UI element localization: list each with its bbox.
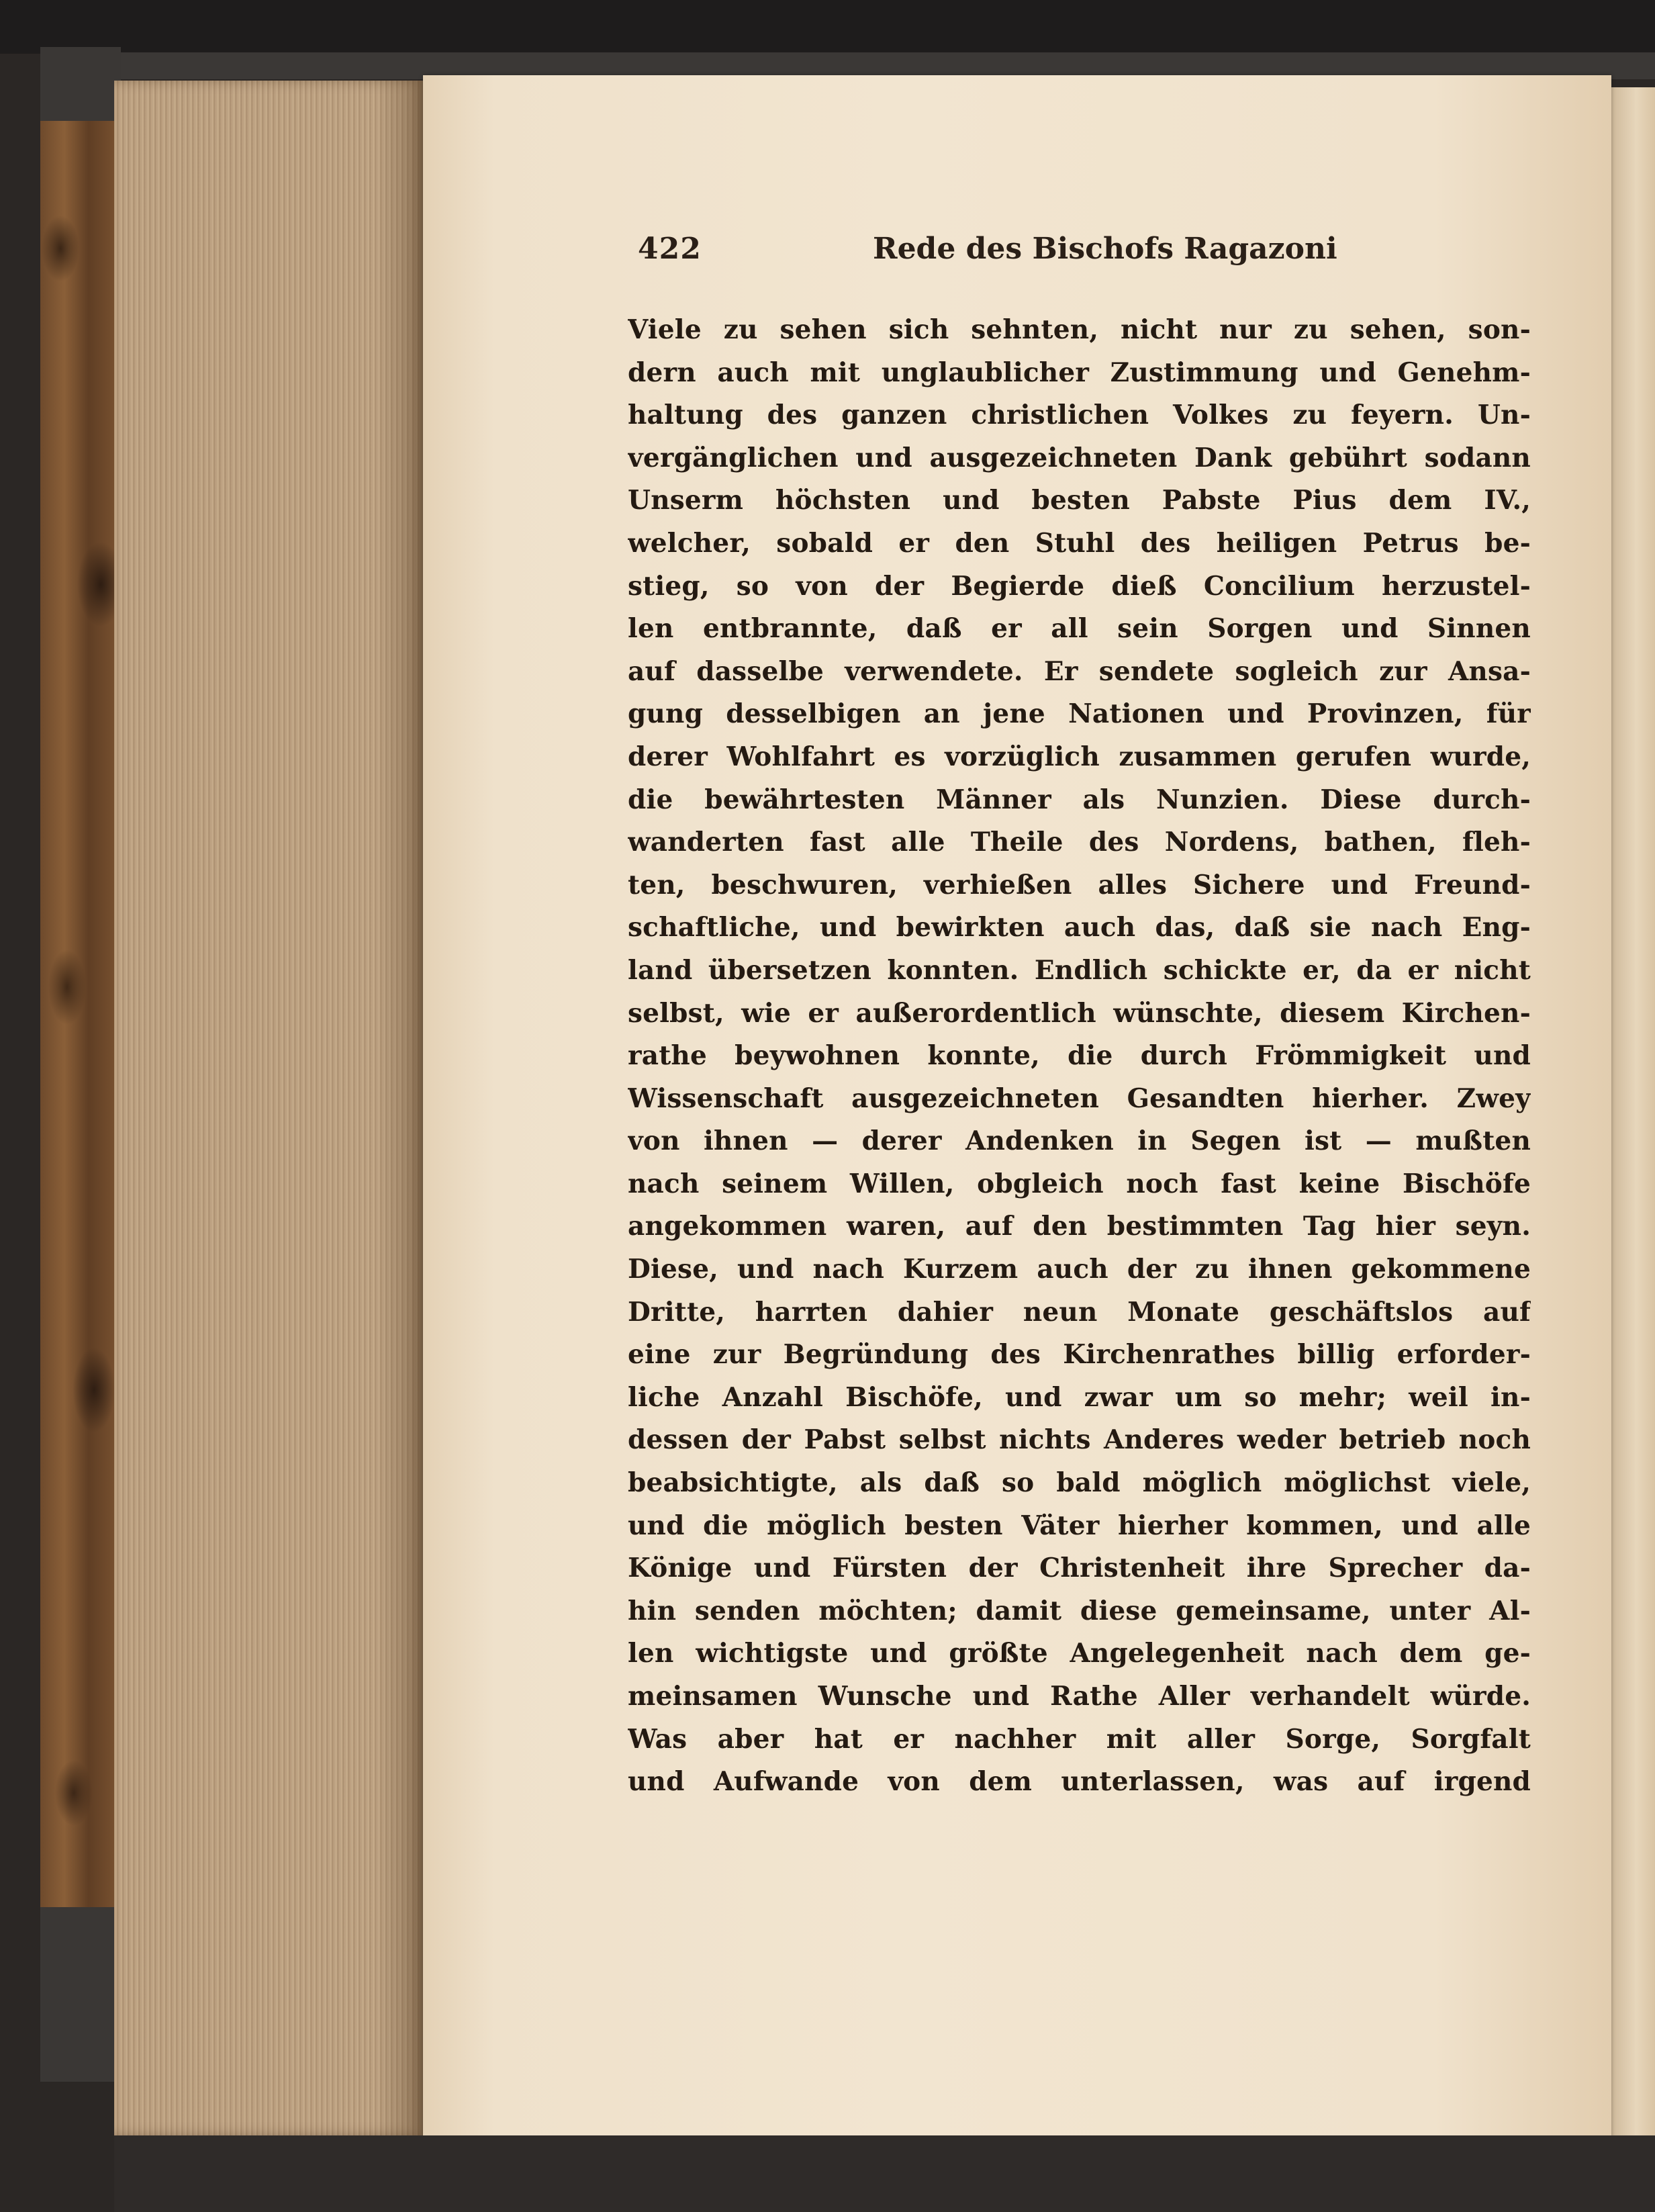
text-line: dern auch mit unglaublicher Zustimmung und Genehm- [628,357,1531,388]
text-line: Dritte, harrten dahier neun Monate geschäftslos auf [628,1296,1531,1328]
text-line: haltung des ganzen christlichen Volkes zu feyern. Un- [628,400,1531,431]
text-line: Könige und Fürsten der Christenheit ihre Sprecher da- [628,1553,1531,1584]
running-head: Rede des Bischofs Ragazoni [873,232,1337,266]
text-line: Was aber hat er nachher mit aller Sorge, Sorgfalt [628,1723,1531,1755]
text-line: von ihnen — derer Andenken in Segen ist — mußten [628,1125,1531,1157]
text-line: beabsichtigte, als daß so bald möglich möglichst viele, [628,1467,1531,1499]
text-line: stieg, so von der Begierde dieß Concilium herzustel- [628,570,1531,602]
text-line: len entbrannte, daß er all sein Sorgen und Sinnen [628,613,1531,645]
text-line: vergänglichen und ausgezeichneten Dank gebührt sodann [628,442,1531,473]
cover-corner-top [40,47,121,121]
gutter-shadow [376,81,430,2135]
text-line: Viele zu sehen sich sehnten, nicht nur zu sehen, son- [628,314,1531,345]
text-line: rathe beywohnen konnte, die durch Frömmigkeit und [628,1040,1531,1072]
text-line: dessen der Pabst selbst nichts Anderes weder betrieb noch [628,1424,1531,1456]
page-number: 422 [638,232,702,266]
text-line: ten, beschwuren, verhießen alles Sichere und Freund- [628,869,1531,901]
facing-page-edge [1608,87,1655,2135]
text-line: welcher, sobald er den Stuhl des heiligen Petrus be- [628,527,1531,559]
text-line: wanderten fast alle Theile des Nordens, bathen, fleh- [628,827,1531,858]
bottom-backdrop [114,2135,1655,2212]
backdrop [0,0,1655,54]
text-line: liche Anzahl Bischöfe, und zwar um so mehr; weil in- [628,1381,1531,1413]
text-line: und die möglich besten Väter hierher kommen, und alle [628,1510,1531,1541]
text-line: hin senden möchten; damit diese gemeinsame, unter Al- [628,1595,1531,1626]
text-line: selbst, wie er außerordentlich wünschte, diesem Kirchen- [628,997,1531,1029]
text-line: gung desselbigen an jene Nationen und Provinzen, für [628,698,1531,730]
text-line: meinsamen Wunsche und Rathe Aller verhandelt würde. [628,1681,1531,1712]
text-line: derer Wohlfahrt es vorzüglich zusammen gerufen wurde, [628,741,1531,772]
text-line: eine zur Begründung des Kirchenrathes billig erforder- [628,1339,1531,1371]
text-line: die bewährtesten Männer als Nunzien. Diese durch- [628,784,1531,815]
text-line: nach seinem Willen, obgleich noch fast keine Bischöfe [628,1168,1531,1199]
text-line: len wichtigste und größte Angelegenheit nach dem ge- [628,1638,1531,1669]
text-line: und Aufwande von dem unterlassen, was auf irgend [628,1766,1531,1798]
text-line: schaftliche, und bewirkten auch das, daß sie nach Eng- [628,912,1531,943]
page-header [638,232,1337,279]
text-line: angekommen waren, auf den bestimmten Tag hier seyn. [628,1211,1531,1242]
marbled-cover [40,47,121,2082]
text-line: land übersetzen konnten. Endlich schickte er, da er nicht [628,954,1531,986]
text-line: Wissenschaft ausgezeichneten Gesandten hierher. Zwey [628,1082,1531,1114]
text-line: Diese, und nach Kurzem auch der zu ihnen gekommene [628,1254,1531,1285]
body-text [628,309,1531,1804]
text-line: Unserm höchsten und besten Pabste Pius dem IV., [628,485,1531,516]
cover-corner-bottom [40,1907,121,2082]
text-line: auf dasselbe verwendete. Er sendete sogleich zur Ansa- [628,655,1531,687]
